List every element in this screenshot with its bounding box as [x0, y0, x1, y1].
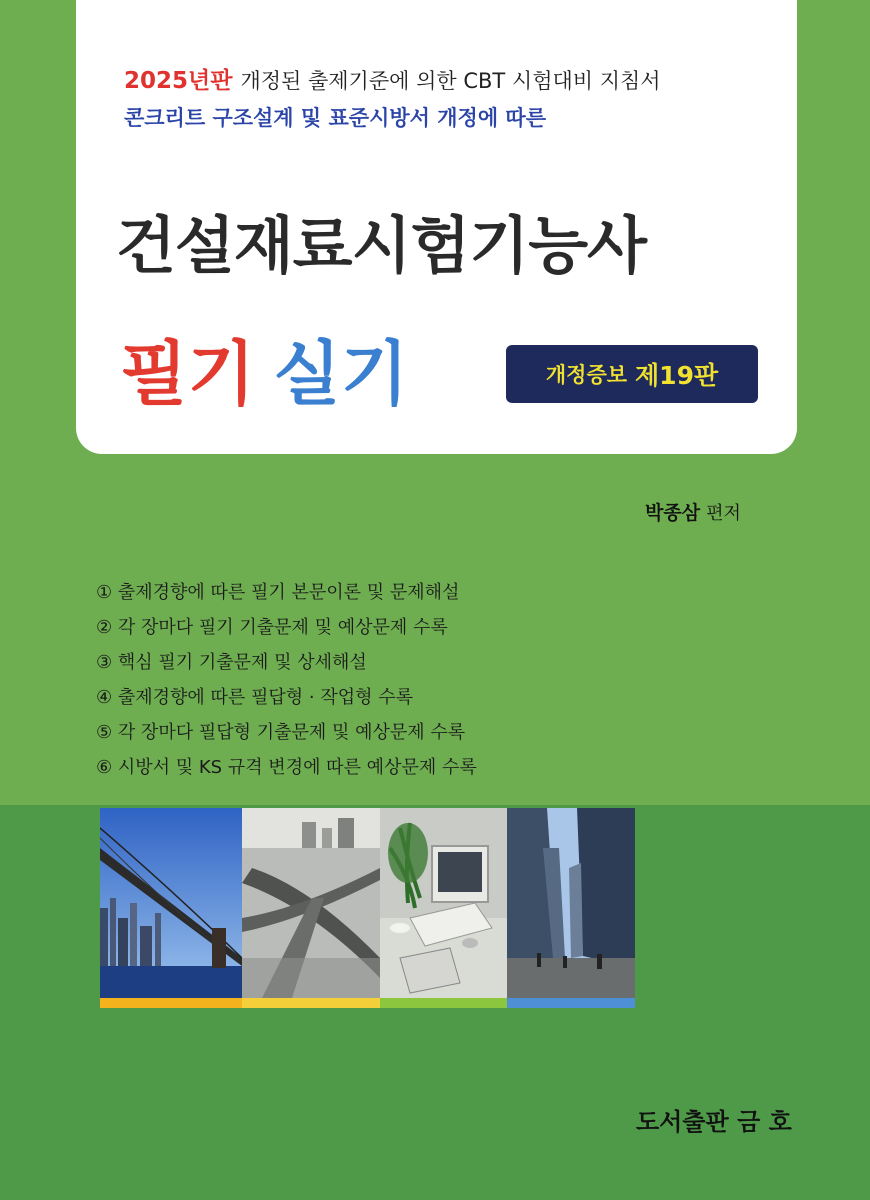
- tagline-line1: [124, 62, 661, 95]
- edition-year: 2025년판: [124, 68, 233, 94]
- highway-photo: [242, 808, 380, 998]
- author-role: 편저: [706, 503, 741, 524]
- book-subtitle: [120, 318, 409, 419]
- subtitle-practical: 실기: [273, 333, 409, 415]
- feature-item: ④ 출제경향에 따른 필답형 · 작업형 수록: [96, 687, 414, 708]
- feature-list: [96, 575, 477, 785]
- accent-bar-lime: [380, 998, 507, 1008]
- edition-badge: [506, 345, 758, 403]
- bridge-photo: [100, 808, 242, 998]
- feature-item: ⑤ 각 장마다 필답형 기출문제 및 예상문제 수록: [96, 722, 466, 743]
- feature-item: ③ 핵심 필기 기출문제 및 상세해설: [96, 652, 367, 673]
- author: [645, 498, 741, 525]
- accent-bar-blue: [507, 998, 635, 1008]
- accent-bar-yellow: [242, 998, 380, 1008]
- edition-badge-number: 제19판: [635, 361, 719, 390]
- subtitle-written: 필기: [120, 333, 256, 415]
- title-card: [76, 0, 797, 454]
- book-title: 건설재료시험기능사: [116, 209, 647, 282]
- office-computer-photo: [380, 808, 507, 998]
- feature-item: ② 각 장마다 필기 기출문제 및 예상문제 수록: [96, 617, 448, 638]
- feature-item: ⑥ 시방서 및 KS 규격 변경에 따른 예상문제 수록: [96, 757, 477, 778]
- tagline-line2: 콘크리트 구조설계 및 표준시방서 개정에 따른: [124, 106, 546, 130]
- photo-strip: [100, 808, 635, 1008]
- city-street-photo: [507, 808, 635, 998]
- tagline-text: 개정된 출제기준에 의한 CBT 시험대비 지침서: [240, 69, 661, 93]
- feature-item: ① 출제경향에 따른 필기 본문이론 및 문제해설: [96, 582, 460, 603]
- accent-bar-orange: [100, 998, 242, 1008]
- publisher: 도서출판 금 호: [636, 1108, 792, 1136]
- edition-badge-prefix: 개정증보: [545, 363, 628, 387]
- author-name: 박종삼: [645, 502, 701, 524]
